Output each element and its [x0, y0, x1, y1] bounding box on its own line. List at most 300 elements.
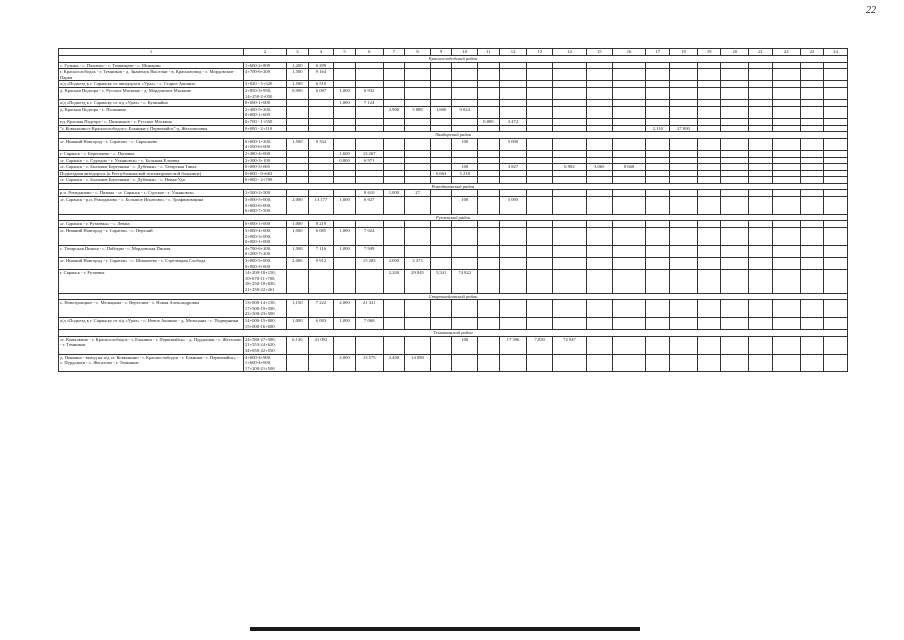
value-cell: 7 024	[355, 228, 383, 246]
value-cell	[612, 228, 646, 246]
kilometer-range-cell: 14+200-18+150, 10+670-11+700, 18+250-18+830, 21+250-22+261	[243, 270, 286, 293]
kilometer-range-cell: 24+580-27+590, 21+553-24+620, 34+650-42+550	[243, 336, 286, 354]
value-cell	[308, 106, 334, 118]
kilometer-range-cell: 0+000-1+000	[243, 100, 286, 107]
value-cell: 9 912	[308, 258, 334, 270]
value-cell	[670, 62, 698, 69]
value-cell	[646, 300, 670, 318]
value-cell: 1,150	[287, 300, 309, 318]
value-cell	[800, 336, 824, 354]
value-cell	[670, 150, 698, 157]
road-name-cell: с. Гузынь - с. Палимос - с. Темницеве - с. Шинарин	[59, 62, 244, 69]
table-row	[59, 150, 848, 157]
value-cell	[800, 69, 824, 81]
district-title: Рузаевский район	[59, 214, 848, 221]
value-cell	[355, 138, 383, 150]
value-cell	[527, 106, 553, 118]
table-row	[59, 228, 848, 246]
value-cell	[308, 170, 334, 177]
value-cell	[405, 87, 431, 99]
value-cell	[527, 150, 553, 157]
value-cell	[824, 125, 848, 132]
value-cell	[612, 258, 646, 270]
value-cell	[697, 270, 721, 293]
table-row	[59, 317, 848, 329]
value-cell	[452, 177, 478, 184]
value-cell: 100	[452, 164, 478, 171]
budget-table-sheet	[58, 48, 848, 372]
value-cell	[670, 197, 698, 215]
value-cell	[612, 270, 646, 293]
value-cell	[553, 317, 587, 329]
value-cell: 2,000	[383, 258, 405, 270]
value-cell	[452, 354, 478, 372]
road-name-cell: "г. Ковылкино-г.Краснослободск-с.Ельники-с.Первомайск"-д. Жегалоповка	[59, 125, 244, 132]
value-cell	[800, 354, 824, 372]
value-cell: 3,065	[586, 164, 612, 171]
value-cell: 1,000	[334, 245, 356, 257]
kilometer-range-cell: 4+700-6+200	[243, 69, 286, 81]
value-cell	[586, 150, 612, 157]
value-cell	[586, 221, 612, 228]
value-cell	[405, 177, 431, 184]
value-cell	[553, 170, 587, 177]
value-cell	[612, 317, 646, 329]
value-cell: 9 332	[308, 138, 334, 150]
road-name-cell: г. Саранск - с. Берегачево - с. Поповка	[59, 150, 244, 157]
value-cell: 1,000	[287, 317, 309, 329]
value-cell	[824, 62, 848, 69]
value-cell	[308, 150, 334, 157]
value-cell	[697, 317, 721, 329]
value-cell	[749, 118, 773, 125]
value-cell	[430, 81, 452, 88]
value-cell	[646, 118, 670, 125]
value-cell	[334, 118, 356, 125]
value-cell: 1,000	[287, 228, 309, 246]
value-cell	[586, 138, 612, 150]
value-cell: 1,000	[334, 100, 356, 107]
kilometer-range-cell: 3+020 - 5+320	[243, 81, 286, 88]
value-cell: 5 218	[452, 170, 478, 177]
value-cell	[721, 270, 749, 293]
value-cell: 2,400	[383, 354, 405, 372]
value-cell: 6 971	[355, 157, 383, 164]
value-cell: 100	[452, 197, 478, 215]
value-cell	[478, 138, 500, 150]
value-cell	[405, 245, 431, 257]
value-cell	[670, 177, 698, 184]
value-cell	[824, 197, 848, 215]
value-cell	[586, 87, 612, 99]
value-cell: 2,000	[287, 197, 309, 215]
value-cell	[721, 69, 749, 81]
value-cell	[383, 62, 405, 69]
road-name-cell: «г. Саранск - с. Большие Березники - с. Дубенки» - с. Новая Уда	[59, 177, 244, 184]
value-cell	[749, 336, 773, 354]
value-cell	[586, 69, 612, 81]
value-cell	[287, 125, 309, 132]
value-cell	[334, 106, 356, 118]
value-cell	[452, 125, 478, 132]
value-cell: 1,000	[287, 221, 309, 228]
value-cell	[800, 270, 824, 293]
table-row	[59, 164, 848, 171]
value-cell	[721, 228, 749, 246]
value-cell	[334, 81, 356, 88]
value-cell	[800, 197, 824, 215]
value-cell	[405, 317, 431, 329]
value-cell	[586, 270, 612, 293]
value-cell	[308, 270, 334, 293]
value-cell	[697, 125, 721, 132]
value-cell	[697, 138, 721, 150]
value-cell	[334, 69, 356, 81]
value-cell	[405, 118, 431, 125]
value-cell	[646, 138, 670, 150]
value-cell	[383, 221, 405, 228]
value-cell	[772, 336, 800, 354]
value-cell	[586, 62, 612, 69]
value-cell	[670, 170, 698, 177]
value-cell	[800, 138, 824, 150]
value-cell	[670, 258, 698, 270]
value-cell	[383, 100, 405, 107]
value-cell	[527, 69, 553, 81]
value-cell: 100	[452, 138, 478, 150]
road-name-cell: д. Красная Подгора - с. Русское Маскино - д. Мордовское Маскино	[59, 87, 244, 99]
value-cell	[749, 270, 773, 293]
value-cell	[824, 245, 848, 257]
value-cell	[800, 164, 824, 171]
value-cell	[405, 336, 431, 354]
value-cell	[697, 62, 721, 69]
value-cell	[772, 317, 800, 329]
value-cell	[646, 177, 670, 184]
value-cell	[697, 190, 721, 197]
value-cell	[527, 87, 553, 99]
value-cell	[749, 69, 773, 81]
column-number: 10	[452, 49, 478, 56]
value-cell	[478, 69, 500, 81]
column-number-row	[59, 49, 848, 56]
value-cell	[670, 300, 698, 318]
value-cell	[824, 81, 848, 88]
value-cell: 74 822	[452, 270, 478, 293]
value-cell	[334, 170, 356, 177]
value-cell	[308, 157, 334, 164]
value-cell	[749, 354, 773, 372]
value-cell	[646, 100, 670, 107]
value-cell	[721, 221, 749, 228]
value-cell	[334, 190, 356, 197]
value-cell	[612, 245, 646, 257]
value-cell	[553, 150, 587, 157]
value-cell	[287, 150, 309, 157]
value-cell	[749, 190, 773, 197]
road-name-cell: «г. Нижний Новгород - г. Саратов» - с. Перхляй	[59, 228, 244, 246]
value-cell: 6 085	[308, 228, 334, 246]
value-cell	[478, 228, 500, 246]
value-cell	[586, 354, 612, 372]
value-cell: 6 510	[308, 81, 334, 88]
value-cell	[697, 354, 721, 372]
kilometer-range-cell: 1+500-2+500	[243, 190, 286, 197]
value-cell	[824, 118, 848, 125]
value-cell	[824, 150, 848, 157]
kilometer-range-cell: 3+000-5+000, 0+000-3+000	[243, 258, 286, 270]
table-row	[59, 157, 848, 164]
value-cell	[478, 164, 500, 171]
value-cell	[612, 138, 646, 150]
road-name-cell: д. Пиявина - выезд на а/д «г. Ковылкино - г. Краснослободск - г. Ельники - г. Первомайск» - с. Пурдошки - с. Жегалово - г. Темников	[59, 354, 244, 372]
value-cell	[749, 197, 773, 215]
value-cell	[772, 270, 800, 293]
value-cell: 1,000	[334, 197, 356, 215]
value-cell: 7,850	[527, 336, 553, 354]
table-row	[59, 170, 848, 177]
district-heading-row	[59, 214, 848, 221]
column-number: 1	[59, 49, 244, 56]
value-cell	[586, 300, 612, 318]
column-number: 19	[697, 49, 721, 56]
table-row	[59, 354, 848, 372]
table-row	[59, 62, 848, 69]
value-cell	[670, 317, 698, 329]
value-cell	[772, 245, 800, 257]
value-cell	[721, 164, 749, 171]
value-cell	[553, 100, 587, 107]
value-cell	[478, 150, 500, 157]
district-title: Ромодановский район	[59, 183, 848, 190]
column-number: 9	[430, 49, 452, 56]
value-cell	[430, 228, 452, 246]
value-cell	[612, 150, 646, 157]
value-cell	[430, 245, 452, 257]
value-cell	[749, 177, 773, 184]
column-number: 23	[800, 49, 824, 56]
value-cell: 13 177	[308, 197, 334, 215]
value-cell	[772, 125, 800, 132]
value-cell: 6 087	[308, 87, 334, 99]
road-name-cell: «г. Саранск - с. Большие Березники - с. Дубенки» - с. Татарская Тавла	[59, 164, 244, 171]
value-cell: 0,800	[334, 157, 356, 164]
kilometer-range-cell: 1+600-2+800	[243, 62, 286, 69]
value-cell	[553, 62, 587, 69]
column-number: 18	[670, 49, 698, 56]
value-cell	[287, 177, 309, 184]
value-cell: 9 024	[452, 106, 478, 118]
value-cell	[824, 258, 848, 270]
value-cell	[527, 100, 553, 107]
value-cell	[499, 258, 527, 270]
value-cell	[308, 125, 334, 132]
value-cell	[405, 197, 431, 215]
value-cell: 17 396	[499, 336, 527, 354]
value-cell	[499, 100, 527, 107]
value-cell	[430, 354, 452, 372]
value-cell	[697, 118, 721, 125]
value-cell: 1,200	[287, 62, 309, 69]
value-cell	[452, 245, 478, 257]
value-cell	[430, 125, 452, 132]
value-cell	[749, 300, 773, 318]
value-cell	[452, 258, 478, 270]
value-cell	[553, 118, 587, 125]
district-title: Краснослободский район	[59, 56, 848, 63]
value-cell	[646, 258, 670, 270]
table-row	[59, 258, 848, 270]
value-cell	[527, 197, 553, 215]
value-cell	[721, 170, 749, 177]
kilometer-range-cell: 2+850-3+950, 14+250-2+050	[243, 87, 286, 99]
kilometer-range-cell: 0+700 - 1+550	[243, 118, 286, 125]
value-cell	[586, 100, 612, 107]
value-cell	[452, 100, 478, 107]
column-number: 24	[824, 49, 848, 56]
road-name-cell: «г. Нижний Новгород - г. Саратов» - с. Шишкеево - с. Стрелецкая Слобода	[59, 258, 244, 270]
value-cell	[800, 170, 824, 177]
column-number: 7	[383, 49, 405, 56]
value-cell	[478, 245, 500, 257]
value-cell	[383, 87, 405, 99]
value-cell	[527, 62, 553, 69]
value-cell	[355, 336, 383, 354]
value-cell: 3 373	[405, 258, 431, 270]
value-cell	[646, 81, 670, 88]
value-cell	[586, 317, 612, 329]
value-cell	[772, 138, 800, 150]
table-row	[59, 138, 848, 150]
district-heading-row	[59, 132, 848, 139]
value-cell	[824, 221, 848, 228]
page-number: 22	[866, 5, 876, 16]
value-cell: 21 321	[355, 300, 383, 318]
value-cell	[334, 125, 356, 132]
value-cell	[586, 157, 612, 164]
value-cell	[824, 170, 848, 177]
value-cell	[334, 138, 356, 150]
value-cell	[499, 228, 527, 246]
table-row	[59, 270, 848, 293]
value-cell: 1,500	[287, 245, 309, 257]
column-number: 4	[308, 49, 334, 56]
value-cell	[670, 69, 698, 81]
value-cell	[646, 87, 670, 99]
value-cell: 1,500	[287, 138, 309, 150]
kilometer-range-cell: 2+300-3+100	[243, 157, 286, 164]
value-cell	[646, 270, 670, 293]
value-cell	[721, 258, 749, 270]
value-cell	[824, 300, 848, 318]
value-cell	[499, 177, 527, 184]
kilometer-range-cell: 0+000 - 2+700	[243, 177, 286, 184]
value-cell	[800, 106, 824, 118]
value-cell	[670, 106, 698, 118]
value-cell	[308, 177, 334, 184]
value-cell	[553, 258, 587, 270]
value-cell	[749, 138, 773, 150]
value-cell	[749, 81, 773, 88]
value-cell	[749, 221, 773, 228]
value-cell	[721, 300, 749, 318]
value-cell	[308, 354, 334, 372]
value-cell	[670, 81, 698, 88]
scan-edge-bar	[250, 627, 640, 631]
value-cell	[499, 125, 527, 132]
value-cell	[405, 164, 431, 171]
value-cell	[405, 138, 431, 150]
value-cell	[452, 317, 478, 329]
value-cell	[553, 354, 587, 372]
value-cell	[612, 118, 646, 125]
value-cell	[383, 164, 405, 171]
table-row	[59, 177, 848, 184]
value-cell	[646, 62, 670, 69]
value-cell: 6 299	[308, 62, 334, 69]
value-cell	[405, 228, 431, 246]
value-cell	[697, 300, 721, 318]
road-name-cell: «г. Нижний Новгород - г. Саратов» - с. Скрыльево	[59, 138, 244, 150]
value-cell	[800, 62, 824, 69]
value-cell	[478, 354, 500, 372]
value-cell	[800, 150, 824, 157]
value-cell	[721, 157, 749, 164]
value-cell	[586, 170, 612, 177]
value-cell	[697, 87, 721, 99]
value-cell	[586, 177, 612, 184]
value-cell	[287, 170, 309, 177]
value-cell	[612, 221, 646, 228]
value-cell	[405, 157, 431, 164]
value-cell	[553, 81, 587, 88]
value-cell	[383, 81, 405, 88]
value-cell	[553, 228, 587, 246]
value-cell	[749, 150, 773, 157]
value-cell	[721, 118, 749, 125]
value-cell	[452, 150, 478, 157]
table-row	[59, 336, 848, 354]
kilometer-range-cell: 0+000-1+200, 4+500-6+000	[243, 138, 286, 150]
value-cell	[334, 336, 356, 354]
value-cell	[405, 221, 431, 228]
value-cell: 7 124	[355, 100, 383, 107]
column-number: 2	[243, 49, 286, 56]
value-cell	[430, 177, 452, 184]
kilometer-range-cell: 13+000-14+150, 17+500-19+500, 22+500-23+500	[243, 300, 286, 318]
value-cell	[527, 245, 553, 257]
value-cell: 2,000	[287, 258, 309, 270]
value-cell	[430, 258, 452, 270]
value-cell: 7 222	[308, 300, 334, 318]
value-cell	[646, 221, 670, 228]
value-cell	[721, 138, 749, 150]
value-cell	[824, 69, 848, 81]
road-name-cell: «г. Ковылкино - г. Краснослободск - г. Ельники - г. Первомайск» - д. Пурдошки - с. Жегалово - г. Темников	[59, 336, 244, 354]
value-cell	[772, 197, 800, 215]
value-cell	[527, 157, 553, 164]
value-cell	[527, 170, 553, 177]
value-cell	[824, 270, 848, 293]
value-cell	[800, 157, 824, 164]
value-cell	[586, 190, 612, 197]
value-cell	[355, 164, 383, 171]
value-cell	[772, 62, 800, 69]
district-title: Старошайговский район	[59, 293, 848, 300]
value-cell	[772, 157, 800, 164]
value-cell	[334, 258, 356, 270]
value-cell	[405, 300, 431, 318]
